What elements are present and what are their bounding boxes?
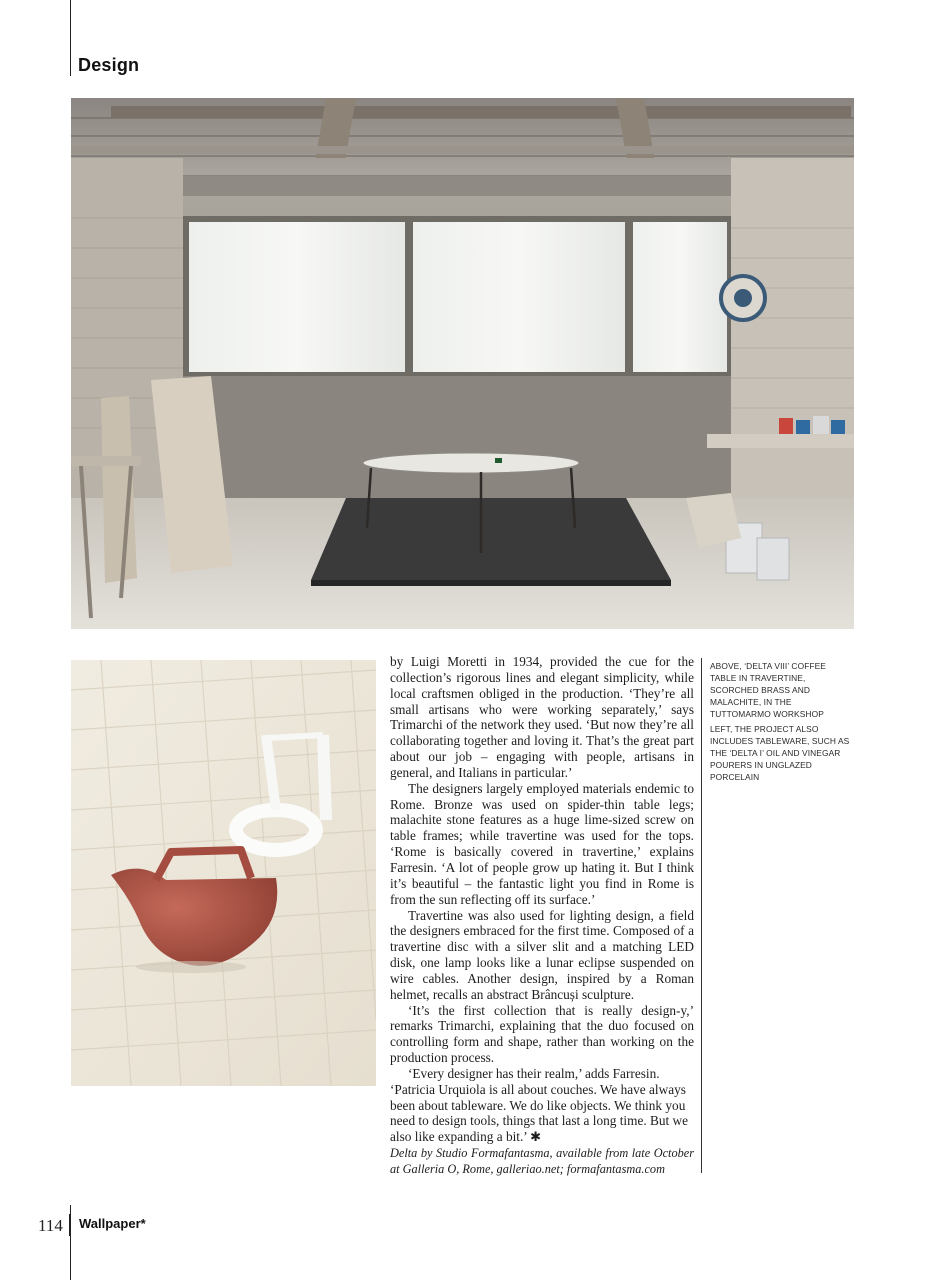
top-vertical-rule — [70, 0, 71, 76]
page-number: 114 — [38, 1216, 63, 1235]
body-paragraph-3: Travertine was also used for lighting design, a field the designers embraced for the first time. Composed of a travertine disc with a silver slit and a matching LED disk, one lamp looks like a lunar eclipse suspended on wire cables. Another design, inspired by a Roman helmet, recalls an abstract Brâncuși sculpture. — [390, 907, 694, 1002]
end-mark-icon: ✱ — [530, 1130, 541, 1146]
tableware-illustration — [71, 660, 376, 1086]
body-paragraph-1: by Luigi Moretti in 1934, provided the cue for the collection’s rigorous lines and elegant simplicity, while local craftsmen obliged in the production. ‘They’re all small artisans who were working separately,’ says Trimarchi of the network they used. ‘But now they’re all collaborating together and loving it. That’s the great part about our job – engaging with people, artisans in general, and Italians in particular.’ — [390, 654, 694, 780]
body-paragraph-5-text: ‘Every designer has their realm,’ adds Farresin. ‘Patricia Urquiola is all about couches. We have always been about tableware. We do like objects. We think you need to design tools, things that last a long time. But we also like expanding a bit.’ — [390, 1065, 689, 1145]
caption-left: LEFT, THE PROJECT ALSO INCLUDES TABLEWARE, SUCH AS THE ‘DELTA I’ OIL AND VINEGAR POURERS IN UNGLAZED PORCELAIN — [710, 724, 850, 782]
photo-captions — [710, 660, 850, 786]
section-label: Design — [78, 55, 140, 75]
main-photo-workshop — [71, 98, 854, 629]
magazine-brand: Wallpaper* — [79, 1216, 146, 1231]
tableware-photo — [71, 660, 376, 1086]
article-credit: Delta by Studio Formafantasma, available from late October at Galleria O, Rome, galleriao.net; formafantasma.com — [390, 1146, 694, 1176]
article-body — [390, 654, 694, 1177]
caption-above: ABOVE, ‘DELTA VIII’ COFFEE TABLE IN TRAVERTINE, SCORCHED BRASS AND MALACHITE, IN THE TUTTOMARMO WORKSHOP — [710, 661, 826, 719]
bottom-vertical-rule — [70, 1205, 71, 1280]
body-paragraph-2: The designers largely employed materials endemic to Rome. Bronze was used on spider-thin table legs; malachite stone features as a huge lime-sized screw on table frames; while travertine was used for the tops. ‘Rome is basically covered in travertine,’ explains Farresin. ‘A lot of people grow up hating it. But I think it’s beautiful – the fantastic light you find in Rome is from the sun reflecting off its surface.’ — [390, 780, 694, 907]
workshop-illustration — [71, 98, 854, 629]
caption-divider — [701, 658, 702, 1173]
body-paragraph-4: ‘It’s the first collection that is really design-y,’ remarks Trimarchi, explaining that the duo focused on controlling form and shape, rather than working on the production process. — [390, 1002, 694, 1066]
body-paragraph-5 — [390, 1066, 694, 1146]
